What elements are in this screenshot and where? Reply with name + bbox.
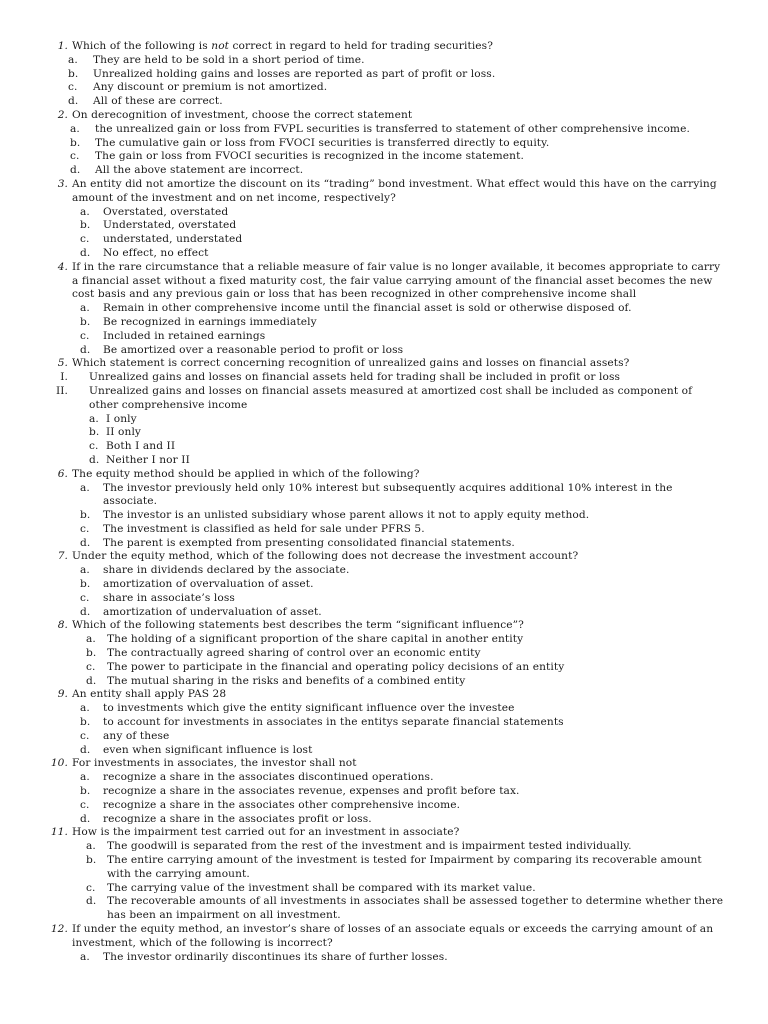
question-item — [0, 619, 768, 633]
question-text: On derecognition of investment, choose the correct statement — [72, 108, 413, 121]
option-label: b. — [80, 578, 91, 591]
answer-option — [0, 661, 768, 675]
answer-option — [0, 413, 768, 427]
option-label: a. — [80, 950, 90, 963]
answer-option — [0, 606, 768, 620]
question-item — [0, 40, 768, 54]
option-text: The carrying value of the investment shall be compared with its market value. — [107, 881, 536, 894]
answer-option — [0, 164, 768, 178]
option-label: a. — [86, 840, 96, 853]
answer-option — [0, 840, 768, 854]
answer-option — [0, 882, 768, 896]
option-label: d. — [68, 95, 79, 108]
answer-option — [0, 344, 768, 358]
statement-text: Unrealized gains and losses on financial assets held for trading shall be included in profit or loss — [89, 371, 621, 384]
question-text: Which of the following statements best describes the term “significant influence”? — [72, 619, 524, 632]
statement-label: I. — [60, 371, 68, 384]
answer-option — [0, 316, 768, 330]
answer-option — [0, 951, 768, 965]
option-text: The recoverable amounts of all investments in associates shall be assessed together to determine whether there has been an impairment on all investment. — [107, 895, 724, 922]
option-label: d. — [80, 812, 91, 825]
option-label: a. — [68, 53, 78, 66]
option-label: b. — [86, 854, 97, 867]
option-label: a. — [80, 702, 90, 715]
option-label: d. — [89, 453, 100, 466]
emphasized-word: not — [211, 40, 230, 52]
answer-option — [0, 564, 768, 578]
answer-option — [0, 730, 768, 744]
option-text: recognize a share in the associates revenue, expenses and profit before tax. — [103, 785, 520, 798]
answer-option — [0, 854, 768, 882]
answer-option — [0, 537, 768, 551]
question-number: 10. — [50, 757, 68, 770]
question-text: If under the equity method, an investor’s share of losses of an associate equals or exceeds the carrying amount of an investment, which of the following is incorrect? — [72, 923, 714, 949]
question-text: Which statement is correct concerning recognition of unrealized gains and losses on financial assets? — [72, 357, 630, 370]
option-label: d. — [80, 536, 91, 549]
question-item — [0, 357, 768, 371]
option-text: The investor previously held only 10% interest but subsequently acquires additional 10% interest in the associate. — [103, 481, 673, 508]
option-label: c. — [86, 881, 96, 894]
option-text: even when significant influence is lost — [103, 743, 313, 756]
question-number: 1. — [57, 40, 68, 52]
option-text: The contractually agreed sharing of control over an economic entity — [107, 647, 481, 660]
option-label: d. — [70, 164, 81, 177]
option-text: The power to participate in the financial and operating policy decisions of an entity — [107, 660, 565, 673]
roman-statement — [0, 385, 768, 413]
answer-option — [0, 523, 768, 537]
answer-option — [0, 454, 768, 468]
question-item — [0, 757, 768, 771]
option-label: a. — [70, 122, 80, 135]
option-label: b. — [80, 785, 91, 798]
question-item — [0, 261, 768, 302]
statement-text: Unrealized gains and losses on financial assets measured at amortized cost shall be included as component of other comprehensive income — [89, 384, 693, 411]
option-text: All of these are correct. — [93, 95, 223, 108]
question-text-part: correct in regard to held for trading securities? — [229, 40, 493, 52]
option-text: The investor ordinarily discontinues its share of further losses. — [103, 950, 448, 963]
answer-option — [0, 302, 768, 316]
option-text: amortization of overvaluation of asset. — [103, 578, 314, 591]
answer-option — [0, 592, 768, 606]
option-text: Neither I nor II — [106, 453, 190, 466]
option-label: a. — [80, 771, 90, 784]
option-text: Understated, overstated — [103, 219, 237, 232]
option-label: c. — [68, 81, 78, 94]
option-label: d. — [86, 674, 97, 687]
option-text: Be recognized in earnings immediately — [103, 315, 317, 328]
answer-option — [0, 744, 768, 758]
answer-option — [0, 799, 768, 813]
question-item — [0, 468, 768, 482]
question-text: An entity shall apply PAS 28 — [72, 688, 227, 701]
option-text: The cumulative gain or loss from FVOCI securities is transferred directly to equity. — [95, 136, 550, 149]
statement-label: II. — [55, 384, 68, 397]
option-text: The goodwill is separated from the rest of the investment and is impairment tested individually. — [107, 840, 632, 853]
question-number: 11. — [50, 826, 68, 839]
option-text: All the above statement are incorrect. — [95, 164, 304, 177]
question-text: An entity did not amortize the discount on its “trading” bond investment. What effect would this have on the carrying amount of the investment and on net income, respectively? — [72, 177, 717, 204]
option-text: to investments which give the entity significant influence over the investee — [103, 702, 515, 715]
answer-option — [0, 247, 768, 261]
option-text: understated, understated — [103, 233, 243, 246]
option-text: The mutual sharing in the risks and benefits of a combined entity — [107, 674, 466, 687]
question-number: 3. — [57, 177, 68, 190]
question-text: Under the equity method, which of the following does not decrease the investment account? — [72, 550, 579, 563]
option-label: c. — [80, 591, 90, 604]
answer-option — [0, 702, 768, 716]
option-text: to account for investments in associates in the entitys separate financial statements — [103, 716, 564, 729]
question-item — [0, 826, 768, 840]
option-label: c. — [80, 798, 90, 811]
answer-option — [0, 895, 768, 923]
question-text-part: Which of the following is — [72, 40, 212, 52]
option-text: II only — [106, 426, 142, 439]
question-text: How is the impairment test carried out for an investment in associate? — [72, 826, 460, 839]
answer-option — [0, 68, 768, 82]
question-text: The equity method should be applied in which of the following? — [72, 467, 420, 480]
option-text: The entire carrying amount of the investment is tested for Impairment by comparing its recoverable amount with the carrying amount. — [107, 854, 702, 880]
answer-option — [0, 426, 768, 440]
option-text: the unrealized gain or loss from FVPL securities is transferred to statement of other comprehensive income. — [95, 122, 690, 135]
roman-statement — [0, 371, 768, 385]
question-number: 9. — [57, 688, 68, 701]
option-label: b. — [86, 647, 97, 660]
option-label: d. — [80, 743, 91, 756]
option-label: a. — [89, 412, 99, 425]
answer-option — [0, 123, 768, 137]
option-label: c. — [89, 440, 99, 453]
option-label: c. — [80, 329, 90, 342]
option-text: Any discount or premium is not amortized. — [93, 81, 328, 94]
question-text — [72, 40, 728, 54]
option-text: Be amortized over a reasonable period to profit or loss — [103, 343, 404, 356]
option-text: They are held to be sold in a short period of time. — [93, 53, 365, 66]
question-number: 2. — [57, 108, 68, 121]
answer-option — [0, 578, 768, 592]
answer-option — [0, 633, 768, 647]
option-text: Included in retained earnings — [103, 329, 266, 342]
option-label: b. — [80, 716, 91, 729]
option-text: Unrealized holding gains and losses are reported as part of profit or loss. — [93, 67, 496, 80]
option-text: share in dividends declared by the associate. — [103, 564, 350, 577]
option-text: The parent is exempted from presenting consolidated financial statements. — [103, 536, 515, 549]
option-text: No effect, no effect — [103, 246, 209, 259]
answer-option — [0, 675, 768, 689]
option-text: The gain or loss from FVOCI securities is recognized in the income statement. — [95, 150, 524, 163]
question-number: 6. — [57, 467, 68, 480]
question-number: 4. — [57, 260, 68, 273]
option-label: d. — [86, 895, 97, 908]
option-label: c. — [80, 233, 90, 246]
answer-option — [0, 785, 768, 799]
question-text: If in the rare circumstance that a reliable measure of fair value is no longer available, it becomes appropriate to carry a financial asset without a fixed maturity cost, the fair value carrying amount of the financial asset becomes the new cost basis and any previous gain or loss that has been recognized in other comprehensive income shall — [72, 260, 721, 301]
option-label: c. — [80, 522, 90, 535]
option-label: a. — [86, 633, 96, 646]
option-label: c. — [70, 150, 80, 163]
option-text: Overstated, overstated — [103, 205, 229, 218]
answer-option — [0, 771, 768, 785]
option-text: The investment is classified as held for sale under PFRS 5. — [103, 522, 425, 535]
answer-option — [0, 440, 768, 454]
answer-option — [0, 233, 768, 247]
option-label: d. — [80, 343, 91, 356]
option-text: recognize a share in the associates profit or loss. — [103, 812, 372, 825]
answer-option — [0, 81, 768, 95]
option-text: share in associate’s loss — [103, 591, 235, 604]
question-number: 7. — [57, 550, 68, 563]
answer-option — [0, 137, 768, 151]
question-item — [0, 550, 768, 564]
answer-option — [0, 54, 768, 68]
answer-option — [0, 482, 768, 510]
option-label: d. — [80, 246, 91, 259]
option-text: The holding of a significant proportion of the share capital in another entity — [107, 633, 524, 646]
answer-option — [0, 330, 768, 344]
question-text: For investments in associates, the investor shall not — [72, 757, 357, 770]
answer-option — [0, 647, 768, 661]
option-label: b. — [80, 509, 91, 522]
option-text: The investor is an unlisted subsidiary whose parent allows it not to apply equity method. — [103, 509, 590, 522]
option-label: a. — [80, 302, 90, 315]
question-item — [0, 109, 768, 123]
question-item — [0, 178, 768, 206]
answer-option — [0, 716, 768, 730]
question-item — [0, 923, 768, 951]
option-text: I only — [106, 412, 137, 425]
answer-option — [0, 150, 768, 164]
option-text: any of these — [103, 729, 170, 742]
option-label: a. — [80, 481, 90, 494]
option-label: b. — [80, 219, 91, 232]
question-item — [0, 688, 768, 702]
question-number: 12. — [50, 923, 68, 935]
answer-option — [0, 813, 768, 827]
option-text: recognize a share in the associates other comprehensive income. — [103, 798, 461, 811]
option-label: a. — [80, 205, 90, 218]
option-label: a. — [80, 564, 90, 577]
option-label: c. — [86, 660, 96, 673]
option-label: d. — [80, 605, 91, 618]
answer-option — [0, 206, 768, 220]
option-label: b. — [80, 315, 91, 328]
answer-option — [0, 95, 768, 109]
question-number: 5. — [57, 357, 68, 370]
question-number: 8. — [57, 619, 68, 632]
option-label: b. — [70, 136, 81, 149]
option-text: recognize a share in the associates discontinued operations. — [103, 771, 434, 784]
answer-option — [0, 219, 768, 233]
option-text: Remain in other comprehensive income until the financial asset is sold or otherwise disposed of. — [103, 302, 632, 315]
option-label: c. — [80, 729, 90, 742]
option-text: Both I and II — [106, 440, 176, 453]
option-text: amortization of undervaluation of asset. — [103, 605, 322, 618]
answer-option — [0, 509, 768, 523]
option-label: b. — [89, 426, 100, 439]
option-label: b. — [68, 67, 79, 80]
